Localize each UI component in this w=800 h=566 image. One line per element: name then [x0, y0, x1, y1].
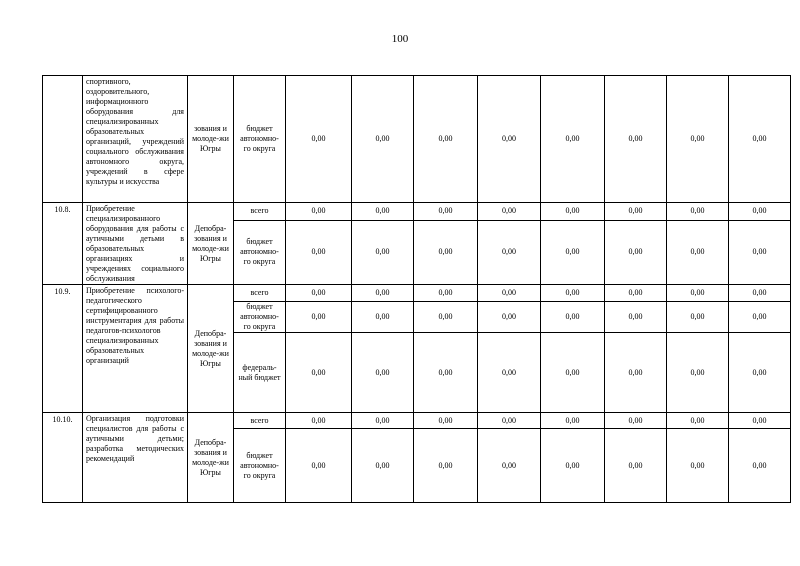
amount-cell: 0,00: [478, 285, 541, 302]
amount-cell: 0,00: [541, 220, 605, 284]
amount-cell: 0,00: [605, 429, 667, 503]
amount-cell: 0,00: [729, 413, 791, 429]
amount-cell: 0,00: [414, 333, 478, 413]
amount-cell: 0,00: [286, 285, 352, 302]
funding-source: федераль-ный бюджет: [234, 333, 286, 413]
amount-cell: 0,00: [605, 333, 667, 413]
amount-cell: 0,00: [286, 203, 352, 221]
item-description: Организация подготовки специалистов для работы с аутичными детьми; разработка методических рекомендаций: [83, 413, 188, 503]
amount-cell: 0,00: [286, 429, 352, 503]
amount-cell: 0,00: [352, 302, 414, 333]
item-description: Приобретение психолого-педагогического сертифицированного инструментария для работы педагогов-психологов специализированных образовательных организаций: [83, 285, 188, 413]
item-number: [43, 76, 83, 203]
amount-cell: 0,00: [352, 76, 414, 203]
amount-cell: 0,00: [541, 333, 605, 413]
amount-cell: 0,00: [414, 429, 478, 503]
amount-cell: 0,00: [286, 333, 352, 413]
funding-source: бюджет автономно-го округа: [234, 220, 286, 284]
table-row: [43, 285, 791, 302]
amount-cell: 0,00: [729, 220, 791, 284]
amount-cell: 0,00: [414, 203, 478, 221]
amount-cell: 0,00: [478, 429, 541, 503]
amount-cell: 0,00: [605, 285, 667, 302]
amount-cell: 0,00: [478, 302, 541, 333]
program-table: [42, 75, 791, 503]
table-row: [43, 76, 791, 203]
funding-source: всего: [234, 203, 286, 221]
page-number: 100: [391, 33, 409, 45]
item-number: 10.10.: [43, 413, 83, 503]
amount-cell: 0,00: [352, 333, 414, 413]
amount-cell: 0,00: [478, 333, 541, 413]
amount-cell: 0,00: [605, 220, 667, 284]
amount-cell: 0,00: [605, 302, 667, 333]
amount-cell: 0,00: [352, 429, 414, 503]
amount-cell: 0,00: [667, 220, 729, 284]
amount-cell: 0,00: [478, 220, 541, 284]
amount-cell: 0,00: [541, 413, 605, 429]
responsible-org: Депобра-зования и молоде-жи Югры: [188, 413, 234, 503]
amount-cell: 0,00: [286, 302, 352, 333]
amount-cell: 0,00: [729, 203, 791, 221]
amount-cell: 0,00: [541, 302, 605, 333]
amount-cell: 0,00: [352, 285, 414, 302]
amount-cell: 0,00: [414, 76, 478, 203]
amount-cell: 0,00: [667, 285, 729, 302]
funding-source: бюджет автономно-го округа: [234, 302, 286, 333]
amount-cell: 0,00: [286, 413, 352, 429]
amount-cell: 0,00: [414, 220, 478, 284]
amount-cell: 0,00: [352, 220, 414, 284]
item-number: 10.8.: [43, 203, 83, 285]
amount-cell: 0,00: [541, 285, 605, 302]
amount-cell: 0,00: [667, 333, 729, 413]
item-description: спортивного, оздоровительного, информационного оборудования для специализированных образовательных организаций, учреждений социального обслуживания автономного округа, учреждений в сфере культуры и искусства: [83, 76, 188, 203]
amount-cell: 0,00: [414, 285, 478, 302]
amount-cell: 0,00: [605, 413, 667, 429]
item-number: 10.9.: [43, 285, 83, 413]
funding-source: всего: [234, 285, 286, 302]
table-row: [43, 413, 791, 429]
amount-cell: 0,00: [541, 203, 605, 221]
amount-cell: 0,00: [729, 285, 791, 302]
amount-cell: 0,00: [605, 203, 667, 221]
funding-source: бюджет автономно-го округа: [234, 76, 286, 203]
amount-cell: 0,00: [286, 76, 352, 203]
amount-cell: 0,00: [729, 302, 791, 333]
amount-cell: 0,00: [667, 302, 729, 333]
responsible-org: Депобра-зования и молоде-жи Югры: [188, 203, 234, 285]
funding-source: всего: [234, 413, 286, 429]
responsible-org: Депобра-зования и молоде-жи Югры: [188, 285, 234, 413]
item-description: Приобретение специализированного оборудования для работы с аутичными детьми в образовательных организациях и учреждениях социального обслуживания: [83, 203, 188, 285]
amount-cell: 0,00: [729, 429, 791, 503]
table-row: [43, 203, 791, 221]
amount-cell: 0,00: [478, 203, 541, 221]
amount-cell: 0,00: [729, 333, 791, 413]
responsible-org: зования и молоде-жи Югры: [188, 76, 234, 203]
amount-cell: 0,00: [541, 76, 605, 203]
amount-cell: 0,00: [541, 429, 605, 503]
funding-source: бюджет автономно-го округа: [234, 429, 286, 503]
amount-cell: 0,00: [352, 413, 414, 429]
amount-cell: 0,00: [605, 76, 667, 203]
amount-cell: 0,00: [667, 413, 729, 429]
amount-cell: 0,00: [478, 413, 541, 429]
amount-cell: 0,00: [286, 220, 352, 284]
amount-cell: 0,00: [478, 76, 541, 203]
amount-cell: 0,00: [352, 203, 414, 221]
amount-cell: 0,00: [667, 203, 729, 221]
amount-cell: 0,00: [729, 76, 791, 203]
amount-cell: 0,00: [667, 429, 729, 503]
amount-cell: 0,00: [414, 302, 478, 333]
amount-cell: 0,00: [667, 76, 729, 203]
amount-cell: 0,00: [414, 413, 478, 429]
